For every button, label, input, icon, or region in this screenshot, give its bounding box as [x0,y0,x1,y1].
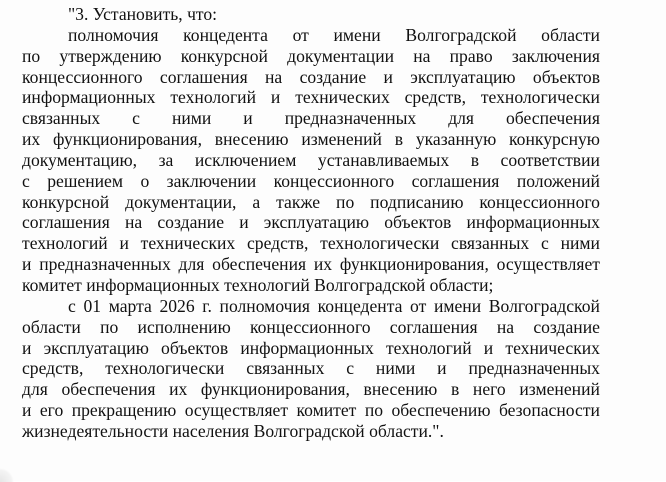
text-line: и эксплуатацию объектов информационных технологий и технических [22,337,600,358]
text-line: средств, технологически связанных с ними и предназначенных [22,358,600,379]
text-line: полномочия концедента от имени Волгоградской области [68,24,600,45]
paragraph-concessor-execution [22,296,600,442]
text-line: с решением о заключении концессионного соглашения положений [22,170,600,191]
item-heading [22,4,600,25]
text-line: соглашения на создание и эксплуатацию объектов информационных [22,212,600,233]
text-line: конкурсной документации, а также по подписанию концессионного [22,191,600,212]
text-line: документацию, за исключением устанавливаемых в соответствии [22,149,600,170]
text-line: и предназначенных для обеспечения их функционирования, осуществляет [22,254,600,275]
text-line: с 01 марта 2026 г. полномочия концедента от имени Волгоградской [68,295,600,316]
text-line: информационных технологий и технических средств, технологически [22,87,600,108]
text-line: по утверждению конкурсной документации на право заключения [22,45,600,66]
text-line: и его прекращению осуществляет комитет по обеспечению безопасности [22,400,600,421]
scan-corner-shadow [0,468,14,482]
text-line: для обеспечения их функционирования, внесению в него изменений [22,379,600,400]
paragraph-concessor-approval [22,25,600,296]
text-line: комитет информационных технологий Волгоградской области; [22,274,494,295]
heading-text: "3. Установить, что: [68,4,218,24]
document-body [22,4,600,442]
text-line: технологий и технических средств, технологически связанных с ними [22,233,600,254]
text-line: их функционирования, внесению изменений в указанную конкурсную [22,129,600,150]
text-line: связанных с ними и предназначенных для обеспечения [22,108,600,129]
text-line: области по исполнению концессионного соглашения на создание [22,316,600,337]
text-line: концессионного соглашения на создание и эксплуатацию объектов [22,66,600,87]
text-line: жизнедеятельности населения Волгоградской области.". [22,420,444,441]
